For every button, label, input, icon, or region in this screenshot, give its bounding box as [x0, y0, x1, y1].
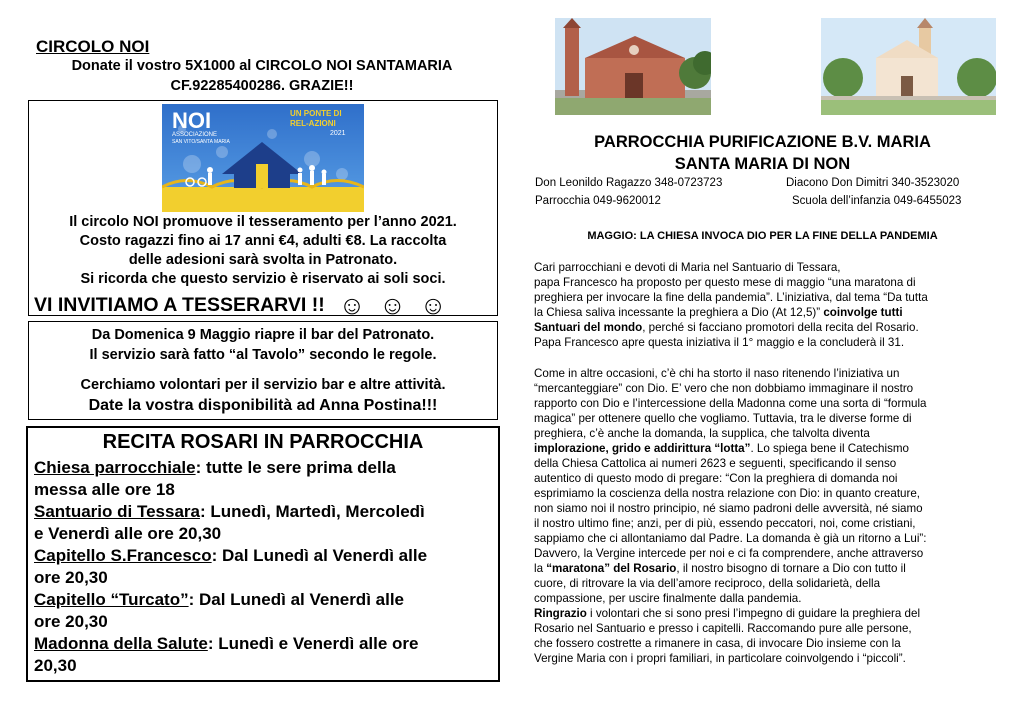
- rosari-place: Madonna della Salute: [34, 634, 208, 653]
- logo-subtitle-2: SAN VITO/SANTA MARIA: [172, 139, 230, 145]
- tesseramento-line: delle adesioni sarà svolta in Patronato.: [128, 252, 398, 268]
- tesseramento-line: Si ricorda che questo servizio è riservato ai soli soci.: [80, 271, 446, 287]
- article-line: Vergine Maria con i propri familiari, in particolare coinvolgendo i “piccoli”.: [534, 652, 906, 665]
- article-line: che fossero costrette a rimanere in casa, di invocare Dio insieme con la: [534, 637, 901, 650]
- rosari-entry-cont: 20,30: [34, 656, 77, 675]
- article-line: Cari parrocchiani e devoti di Maria nel Santuario di Tessara,: [534, 261, 841, 274]
- article-bold: coinvolge tutti: [820, 306, 903, 319]
- article-line: papa Francesco ha proposto per questo mese di maggio “una maratona di: [534, 276, 916, 289]
- article-line: non siamo noi il nostro principio, né siamo padroni delle avversità, né siamo: [534, 502, 923, 515]
- logo-subtitle: ASSOCIAZIONE: [172, 132, 218, 138]
- volunteer-line: Cerchiamo volontari per il servizio bar e altre attività.: [80, 377, 446, 393]
- logo-banner-line2: REL-AZIONI: [290, 119, 336, 128]
- donate-line: Donate il vostro 5X1000 al CIRCOLO NOI SANTAMARIA: [71, 58, 453, 74]
- article-line: esprimiamo la coscienza della nostra relazione con Dio: in quanto creature,: [534, 487, 921, 500]
- article-line: Rosario nel Santuario e presso i capitelli. Raccomando pure alle persone,: [534, 622, 912, 635]
- rosari-time: : Lunedì, Martedì, Mercoledì: [199, 502, 425, 521]
- article-text: . Lo spiega bene il Catechismo: [750, 442, 909, 455]
- parish-church-photo: [555, 18, 711, 115]
- article-heading: MAGGIO: LA CHIESA INVOCA DIO PER LA FINE DELLA PANDEMIA: [587, 230, 938, 242]
- article-line: compassione, per uscire finalmente dalla pandemia.: [534, 592, 802, 605]
- santuario-photo: [821, 18, 996, 115]
- parish-subtitle: SANTA MARIA DI NON: [674, 155, 851, 173]
- contact-don: Don Leonildo Ragazzo 348-0723723: [535, 177, 723, 189]
- bar-line: Da Domenica 9 Maggio riapre il bar del Patronato.: [91, 327, 435, 343]
- smiley-icon: ☺: [338, 290, 366, 320]
- invite-text: VI INVITIAMO A TESSERARVI !!: [34, 294, 325, 316]
- article-line: autentico di questo modo di pregare: “Con la preghiera di domanda noi: [534, 472, 898, 485]
- article-line: preghiera, c’è anche la domanda, la supplica, che talvolta diventa: [534, 427, 870, 440]
- article-line: [534, 321, 919, 334]
- rosari-time: : Dal Lunedì al Venerdì alle: [211, 546, 428, 565]
- circolo-title: CIRCOLO NOI: [36, 37, 150, 56]
- rosari-entry: [34, 634, 419, 654]
- rosari-time: : Lunedì e Venerdì alle ore: [207, 634, 419, 653]
- rosari-time: : tutte le sere prima della: [195, 458, 396, 477]
- parish-title: PARROCCHIA PURIFICAZIONE B.V. MARIA: [594, 133, 931, 151]
- rosari-entry-cont: ore 20,30: [34, 612, 108, 631]
- rosari-entry-cont: e Venerdì alle ore 20,30: [34, 524, 222, 543]
- article-bold: Ringrazio: [534, 607, 587, 620]
- rosari-place: Capitello “Turcato”: [34, 590, 189, 609]
- article-bold: implorazione, grido e addirittura “lotta”: [534, 442, 751, 455]
- rosari-entry-cont: messa alle ore 18: [34, 480, 175, 499]
- rosari-entry: [34, 590, 404, 610]
- article-line: preghiera per invocare la fine della pandemia”. L’iniziativa, dal tema “Da tutta: [534, 291, 928, 304]
- smiley-icon: ☺: [419, 290, 447, 320]
- noi-association-logo: [162, 104, 364, 212]
- logo-year: 2021: [330, 130, 346, 137]
- article-text: la Chiesa saliva incessante la preghiera a Dio (At 12,5)”: [534, 306, 821, 319]
- contact-scuola: Scuola dell’infanzia 049-6455023: [792, 195, 962, 207]
- donate-cf-line: CF.92285400286. GRAZIE!!: [170, 78, 354, 94]
- smiley-icon: ☺: [379, 290, 406, 320]
- rosari-time: : Dal Lunedì al Venerdì alle: [188, 590, 404, 609]
- anna-line: Date la vostra disponibilità ad Anna Postina!!!: [88, 397, 438, 414]
- article-text: , perché si facciano promotori della recita del Rosario.: [642, 321, 919, 334]
- logo-banner-line1: UN PONTE DI: [290, 109, 342, 118]
- rosari-entry: [34, 458, 396, 478]
- rosari-place: Santuario di Tessara: [34, 502, 200, 521]
- tesseramento-line: Costo ragazzi fino ai 17 anni €4, adulti €8. La raccolta: [79, 233, 447, 249]
- article-line: cuore, di ritrovare la via dell’amore reciproco, della solidarietà, della: [534, 577, 881, 590]
- article-line: Come in altre occasioni, c’è chi ha storto il naso ritenendo l’iniziativa un: [534, 367, 900, 380]
- rosari-entry: [34, 502, 425, 522]
- article-line: Davvero, la Vergine intercede per noi e ci fa comprendere, anche attraverso: [534, 547, 924, 560]
- article-line: magica” per ottenere quello che vogliamo. Tuttavia, tra le diverse forme di: [534, 412, 912, 425]
- article-line: della Chiesa Cattolica ai numeri 2623 e seguenti, specificando il senso: [534, 457, 897, 470]
- article-bold: “maratona” del Rosario: [546, 562, 677, 575]
- article-text: i volontari che si sono presi l’impegno di guidare la preghiera del: [586, 607, 921, 620]
- article-line: il nostro ultimo fine; anzi, per di più, essendo peccatori, noi, come cristiani,: [534, 517, 916, 530]
- rosari-place: Capitello S.Francesco: [34, 546, 212, 565]
- article-bold: Santuari del mondo: [534, 321, 643, 334]
- rosari-place: Chiesa parrocchiale: [34, 458, 196, 477]
- article-line: [534, 306, 903, 319]
- logo-brand: NOI: [172, 108, 212, 133]
- rosari-title: RECITA ROSARI IN PARROCCHIA: [102, 431, 424, 453]
- contact-diacono: Diacono Don Dimitri 340-3523020: [786, 177, 960, 189]
- rosari-entry-cont: ore 20,30: [34, 568, 108, 587]
- article-line: [534, 607, 920, 620]
- article-line: Papa Francesco apre questa iniziativa il 1° maggio e la concluderà il 31.: [534, 336, 905, 349]
- article-text: la: [534, 562, 547, 575]
- article-line: rapporto con Dio e l’intercessione della Madonna come una sorta di “formula: [534, 397, 927, 410]
- article-line: “mercanteggiare” con Dio. E’ vero che non dobbiamo immaginare il nostro: [534, 382, 914, 395]
- bar-line: Il servizio sarà fatto “al Tavolo” secondo le regole.: [89, 347, 437, 363]
- article-line: [534, 442, 909, 455]
- invite-line: [34, 290, 446, 321]
- tesseramento-line: Il circolo NOI promuove il tesseramento per l’anno 2021.: [69, 214, 457, 230]
- rosari-entry: [34, 546, 427, 566]
- article-line: sappiamo che ci allontaniamo dal Padre. La domanda è già un ritorno a Lui”:: [534, 532, 927, 545]
- article-line: [534, 562, 906, 575]
- article-text: , il nostro bisogno di tornare a Dio con tutto il: [676, 562, 906, 575]
- contact-parrocchia: Parrocchia 049-9620012: [535, 195, 661, 207]
